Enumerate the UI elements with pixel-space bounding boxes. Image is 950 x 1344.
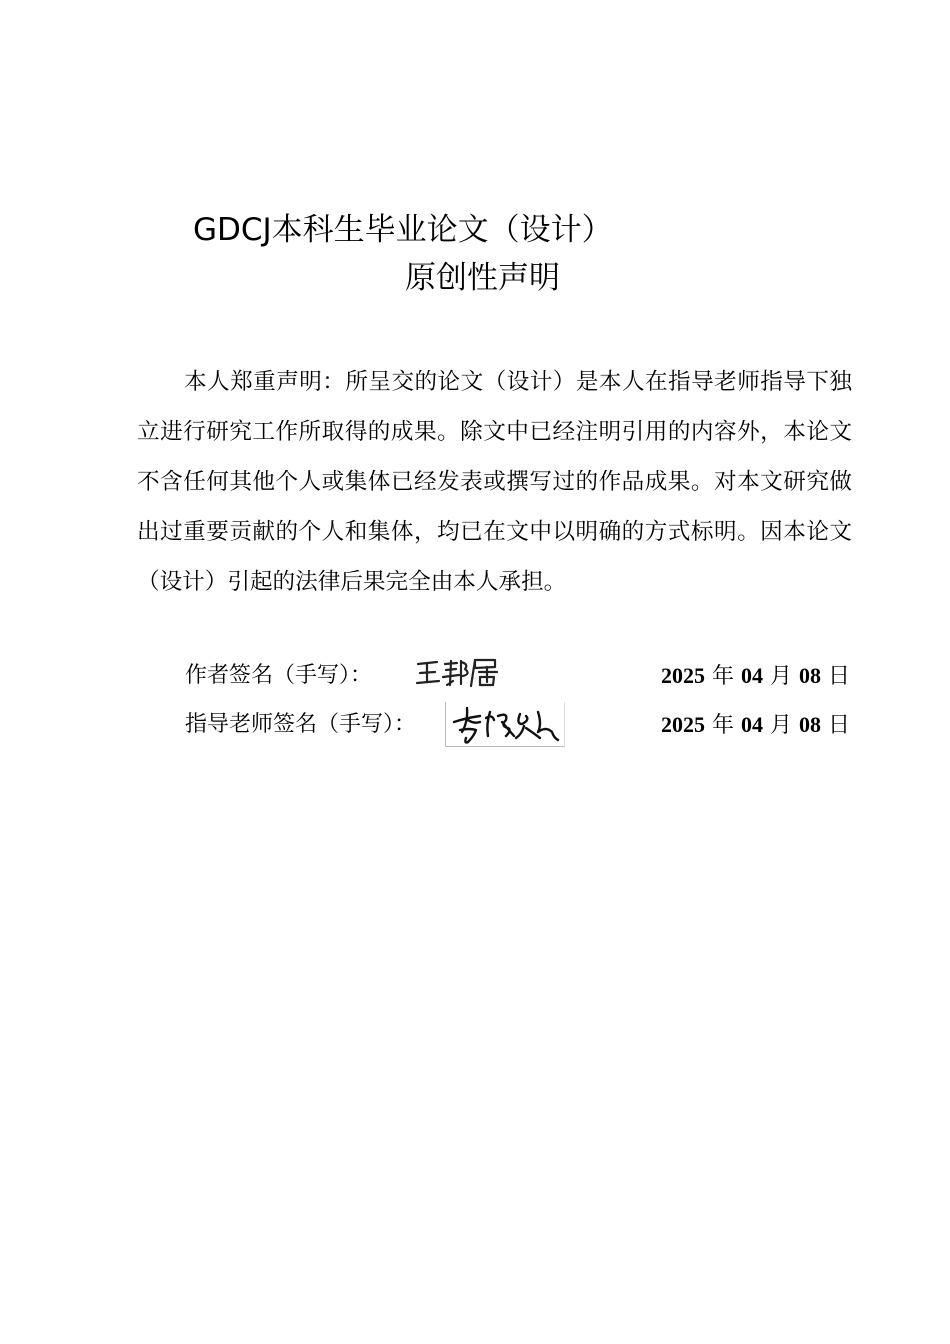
author-date-year: 2025 <box>660 663 705 688</box>
advisor-date-month: 04 <box>740 712 763 737</box>
advisor-signature-date <box>661 705 850 746</box>
author-date-day: 08 <box>798 663 821 688</box>
author-date-month-unit: 月 <box>769 664 792 689</box>
advisor-signature-row <box>185 705 850 745</box>
author-date-day-unit: 日 <box>827 664 850 689</box>
author-date-month: 04 <box>740 663 763 688</box>
advisor-date-day-unit: 日 <box>827 713 850 738</box>
declaration-paragraph: 本人郑重声明：所呈交的论文（设计）是本人在指导老师指导下独立进行研究工作所取得的成果。除文中已经注明引用的内容外，本论文不含任何其他个人或集体已经发表或撰写过的作品成果。对本文研究做出过重要贡献的个人和集体，均已在文中以明确的方式标明。因本论文（设计）引起的法律后果完全由本人承担。 <box>137 369 852 595</box>
title-line-2: 原创性声明 <box>405 260 560 296</box>
author-signature-label: 作者签名（手写）： <box>185 663 373 688</box>
advisor-signature-label: 指导老师签名（手写）： <box>185 712 417 737</box>
advisor-date-year: 2025 <box>660 712 705 737</box>
title-line-1: GDCJ本科生毕业论文（设计） <box>193 212 613 248</box>
author-signature-row <box>185 656 850 696</box>
author-handwritten-signature <box>413 652 503 692</box>
advisor-date-month-unit: 月 <box>769 713 792 738</box>
advisor-date-year-unit: 年 <box>711 713 734 738</box>
author-date-year-unit: 年 <box>711 664 734 689</box>
advisor-date-day: 08 <box>798 712 821 737</box>
advisor-handwritten-signature <box>445 702 565 747</box>
author-signature-date <box>661 656 850 697</box>
